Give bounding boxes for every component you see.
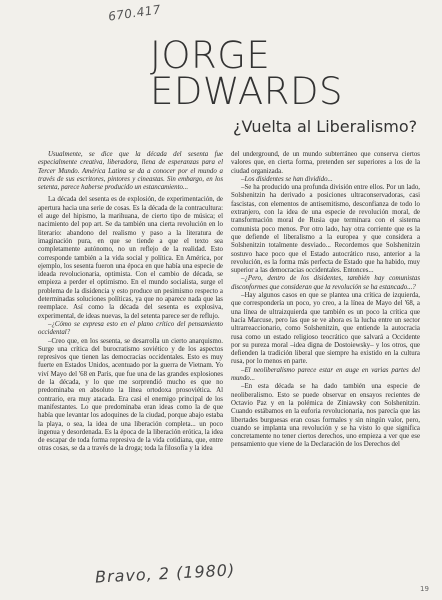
article-subtitle: ¿Vuelta al Liberalismo? [233, 117, 418, 136]
question-paragraph: –Los disidentes se han dividido... [241, 175, 333, 183]
author-first-name: JORGE [150, 34, 271, 77]
handwritten-catalog-number: 670.417 [107, 2, 162, 24]
handwritten-source-note: Bravo, 2 (1980) [94, 560, 236, 587]
page-number: 19 [420, 585, 429, 593]
answer-paragraph: –Hay algunos casos en que se plantea una crítica de izquierda, que correspondería un poco, yo creo, a la línea de Mayo del '68, a una línea de ultraizquierda que también es un poco la crítica que hacía Marcuse, pero las que se ve ahora es la lucha entre un sector ultrarreaccionario, como Solshenitzin, que entiende la autocracia rusa como un estado religioso teocrático que salvará a Occidente por su pureza moral –idea digna de Dostoiewsky– y los otros, que defienden la tradición liberal que siempre ha existido en la cultura rusa, por lo menos en parte. [231, 292, 420, 366]
question-paragraph: –¿Cómo se expresa esto en el plano crítico del pensamiento occidental? [38, 320, 223, 337]
answer-paragraph: La década del sesenta es de explosión, de experimentación, de apertura hacia una serie de cosas. Es la década de la contracultura: el auge del hipismo, la marihuana, de cierto tipo de música; el nacimiento del pop art. Se da también una cierta revolución en lo literario: abandono del realismo y paso a la literatura de imaginación pura, en que se tiende a que el texto sea completamente autónomo, no un reflejo de la realidad. Esto corresponde también a la vida social y política. En América, por ejemplo, los sesenta fueron una época en que había una especie de ideada revolucionaria, optimista. Con el cambio de década, se empieza a perder el optimismo. En el mundo socialista, surge el problema de la disidencia y esto produce un pesimismo respecto a determinadas soluciones políticas, ya que no aparece nada que las reemplace. Así como la década del sesenta es explosiva, experimental, de ideas nuevas, la del setenta parece ser de reflujo. [38, 196, 223, 320]
answer-paragraph: –Creo que, en los sesenta, se desarrolla un cierto anarquismo. Surge una crítica del burocratismo soviético y de los aspectos represivos que tienen las democracias occidentales. Esto es muy fuerte en Estados Unidos, acentuado por la guerra de Vietnam. Yo viví Mayo del '68 en París, que fue una de las grandes explosiones de la década, y lo que me sorprendió mucho es que no predominaba en absoluto la línea ortodoxa prosoviética. Al contrario, era muy atacada. Era casi el enemigo principal de los manifestantes. Lo que predominaba eran ideas como la de que había que levantar los adoquines de la ciudad, porque abajo estaba la playa, o sea, la idea de una liberación completa... un poco ingenua y desordenada. Es la época de la liberación erótica, la idea de escapar de toda forma represiva de la vida cotidiana, que, entre otras cosas, se da a través de la droga; toda la filosofía y la idea [38, 337, 223, 453]
continued-paragraph: del underground, de un mundo subterráneo que conserva ciertos valores que, en cierta forma, pretenden ser superiores a los de la ciudad organizada. [231, 151, 420, 175]
question-paragraph: –¿Pero, dentro de los disidentes, también hay comunistas disconformes que consideran que la revolución se ha estancado...? [231, 275, 420, 291]
question-paragraph: –El neoliberalismo parece estar en auge en varias partes del mundo... [231, 366, 420, 383]
left-column [38, 151, 223, 454]
answer-paragraph: –En esta década se ha dado también una especie de neoliberalismo. Esto se puede observar en ensayos recientes de Octavio Paz y en la polémica de Ziniawsky con Solshenitzin. Cuando estábamos en la euforia revolucionaria, nos parecía que las libertades burguesas eran cosas formales y sin ningún valor, pero, cuando se implanta una revolución y se ha visto lo que significa concretamente no tener ciertos derechos, uno empieza a ver que ese pensamiento que viene de la Declaración de los Derechos del [231, 383, 420, 449]
right-column [231, 151, 420, 450]
intro-question: Usualmente, se dice que la década del sesenta fue especialmente creativa, liberadora, llena de esperanzas para el Tercer Mundo. América Latina se da a conocer por el mundo a través de sus escritores, pintores y cineastas. Sin embargo, en los setenta, parece haberse producido un estancamiento... [38, 151, 223, 192]
author-title [150, 34, 400, 113]
answer-paragraph: –Se ha producido una profunda división entre ellos. Por un lado, Solshenitzin ha derivado a posiciones ultraconservadoras, casi fascistas, con elementos de antisemitismo, desconfianza de todo lo extranjero, con la idea de una especie de revolución moral, de transformación moral de Rusia que terminara con el sistema comunista poco menos. Por otro lado, hay otra corriente que es la que defiende el liberalismo a la europea y que considera a Solshenitzin totalmente desviado... Recordemos que Solshenitzin sostuvo hace poco que el Estado autocrático ruso, anterior a la revolución, es la forma más perfecta de Estado que ha habido, muy superior a las democracias occidentales. Entonces... [231, 184, 420, 275]
author-last-name: EDWARDS [150, 70, 343, 113]
